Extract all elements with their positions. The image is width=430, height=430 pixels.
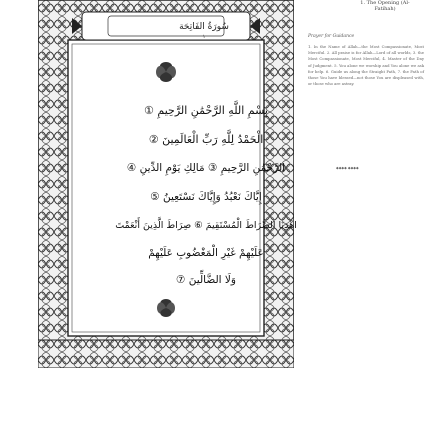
verse-line: اهْدِنَا الصِّرَاطَ الْمُسْتَقِيمَ ⑥ صِرَاطَ الَّذِينَ أَنْعَمْتَ [115, 220, 297, 231]
mushaf-frame [38, 0, 294, 368]
translation-heading: 1. The Opening (Al-Fatihah) [360, 0, 410, 12]
verse-line: الْحَمْدُ لِلَّهِ رَبِّ الْعَالَمِينَ ② [148, 133, 264, 146]
verse-line: بِسْمِ اللَّهِ الرَّحْمَٰنِ الرَّحِيمِ ① [144, 104, 268, 117]
surah-title: سُورَةُ الفَاتِحَة [179, 22, 229, 32]
surah-number: ١ [202, 34, 206, 40]
verse-line: الرَّحْمَٰنِ الرَّحِيمِ ③ مَالِكِ يَوْمِ الدِّينِ ④ [126, 162, 286, 174]
verse-line: عَلَيْهِمْ غَيْرِ الْمَغْضُوبِ عَلَيْهِمْ [148, 247, 264, 259]
verse-line: وَلَا الضَّالِّينَ ⑦ [176, 274, 236, 286]
translation-body: 1. In the Name of Allah—the Most Compassionate, Most Merciful. 2. All praise is for Allah—Lord of all worlds, 3. the Most Compassionate, Most Merciful, 4. Master of the Day of Judgment. 5. You alone we worship and You alone we ask for help. 6. Guide us along the Straight Path, 7. the Path of those You have blessed—not those You are displeased with, or those who are astray. [308, 44, 424, 87]
translation-page [308, 0, 426, 260]
verse-line: إِيَّاكَ نَعْبُدُ وَإِيَّاكَ نَسْتَعِينُ ⑤ [150, 191, 262, 203]
translation-footnote-marks: ◆◆◆◆ ◆◆◆◆ [336, 166, 359, 170]
translation-subheading: Prayer for Guidance [308, 34, 355, 39]
mushaf-page [38, 0, 297, 368]
